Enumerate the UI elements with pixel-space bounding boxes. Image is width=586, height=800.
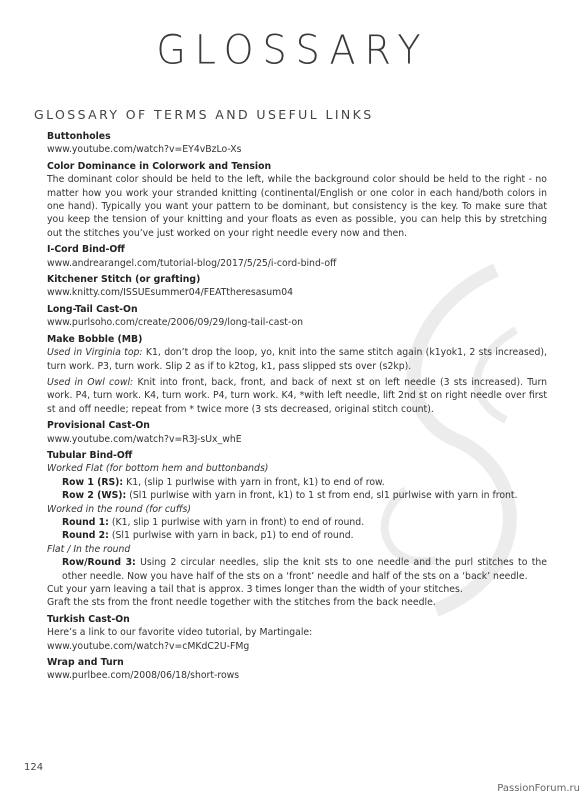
- term-heading: Provisional Cast-On: [47, 420, 150, 432]
- term-description: Here’s a link to our favorite video tutorial, by Martingale:: [47, 627, 313, 639]
- glossary-entry-long-tail: [47, 303, 547, 330]
- usage-label: Used in Virginia top:: [47, 347, 143, 359]
- term-heading: Buttonholes: [47, 131, 111, 142]
- row-label: Row/Round 3:: [62, 557, 136, 569]
- row-text: (K1, slip 1 purlwise with yarn in front) to end of round.: [111, 516, 365, 528]
- glossary-entry-wrap-turn: [47, 656, 547, 683]
- term-heading: Color Dominance in Colorwork and Tension: [47, 160, 272, 172]
- glossary-entry-kitchener: [47, 273, 547, 300]
- page-title: GLOSSARY: [156, 26, 430, 74]
- glossary-entry-icord: [47, 243, 547, 270]
- row-text: (Sl1 purlwise with yarn in front, k1) to 1 st from end, sl1 purlwise with yarn in front.: [129, 490, 518, 502]
- usage-text: Knit into front, back, front, and back of next st on left needle (3 sts increased). Turn work. P4, turn work. K4, turn work. P4, turn work. K4, *with left needle, lift 2nd st on right needle over first st and off needle; repeat from * twice more (3 sts decreased, original stitch count).: [47, 376, 547, 415]
- glossary-entry-buttonholes: [47, 130, 547, 157]
- term-heading: Turkish Cast-On: [47, 613, 130, 625]
- term-heading: Tubular Bind-Off: [47, 449, 133, 461]
- term-heading: Long-Tail Cast-On: [47, 303, 138, 315]
- instruction-text: Graft the sts from the front needle together with the stitches from the back needle.: [47, 597, 436, 609]
- glossary-entry-tubular: [47, 449, 547, 610]
- section-subtitle: GLOSSARY OF TERMS AND USEFUL LINKS: [34, 107, 374, 122]
- method-label: Flat / In the round: [47, 543, 131, 555]
- row-label: Round 1:: [62, 516, 109, 528]
- row-label: Row 2 (WS):: [62, 490, 127, 502]
- glossary-entry-turkish: [47, 613, 547, 653]
- term-heading: Wrap and Turn: [47, 657, 124, 669]
- reference-link[interactable]: www.knitty.com/ISSUEsummer04/FEATtheresasum04: [47, 287, 294, 299]
- instruction-row: [47, 556, 547, 583]
- term-heading: I-Cord Bind-Off: [47, 244, 125, 256]
- page-number: 124: [24, 762, 44, 773]
- bobble-virginia-paragraph: [47, 346, 547, 373]
- usage-label: Used in Owl cowl:: [47, 376, 134, 388]
- site-watermark-text: PassionForum.ru: [497, 783, 580, 794]
- glossary-content: [47, 130, 547, 686]
- reference-link[interactable]: www.andrearangel.com/tutorial-blog/2017/5/25/i-cord-bind-off: [47, 257, 337, 269]
- term-heading: Kitchener Stitch (or grafting): [47, 274, 201, 286]
- bobble-owl-paragraph: [47, 376, 547, 416]
- term-description: The dominant color should be held to the left, while the background color should be held to the right - no matter how you work your stranded knitting (continental/English or one color in each hand/both colors in one hand). Typically you want your pattern to be dominant, but consistency is the key. To make sure that you keep the tension of your knitting and your floats as even as possible, you can help this by stretching out the stitches you’ve just worked on your right needle every now and then.: [47, 174, 547, 239]
- row-label: Round 2:: [62, 530, 109, 542]
- method-label: Worked Flat (for bottom hem and buttonbands): [47, 463, 269, 475]
- reference-link[interactable]: www.purlsoho.com/create/2006/09/29/long-tail-cast-on: [47, 317, 304, 329]
- instruction-row: [47, 476, 547, 489]
- reference-link[interactable]: www.youtube.com/watch?v=EY4vBzLo-Xs: [47, 144, 242, 156]
- instruction-row: [47, 516, 547, 529]
- row-text: (Sl1 purlwise with yarn in back, p1) to end of round.: [111, 530, 354, 542]
- glossary-entry-color-dominance: [47, 160, 547, 240]
- glossary-entry-provisional: [47, 419, 547, 446]
- reference-link[interactable]: www.youtube.com/watch?v=R3J-sUx_whE: [47, 433, 242, 445]
- row-label: Row 1 (RS):: [62, 476, 124, 488]
- usage-text: K1, don’t drop the loop, yo, knit into the same stitch again (k1yok1, 2 sts increased), turn work. P3, turn work. Slip 2 as if to k2tog, k1, pass slipped sts over (s2kp).: [47, 347, 547, 372]
- method-label: Worked in the round (for cuffs): [47, 503, 192, 515]
- row-text: K1, (slip 1 purlwise with yarn in front, k1) to end of row.: [126, 476, 385, 488]
- instruction-row: [47, 489, 547, 502]
- reference-link[interactable]: www.purlbee.com/2008/06/18/short-rows: [47, 670, 240, 682]
- instruction-row: [47, 529, 547, 542]
- row-text: Using 2 circular needles, slip the knit sts to one needle and the purl stitches to the other needle. Now you have half of the sts on a ‘front’ needle and half of the sts on a ‘back’ needle.: [62, 557, 547, 582]
- glossary-entry-make-bobble: [47, 333, 547, 416]
- term-heading: Make Bobble (MB): [47, 333, 143, 345]
- instruction-text: Cut your yarn leaving a tail that is approx. 3 times longer than the width of your stitches.: [47, 584, 463, 595]
- reference-link[interactable]: www.youtube.com/watch?v=cMKdC2U-FMg: [47, 640, 250, 652]
